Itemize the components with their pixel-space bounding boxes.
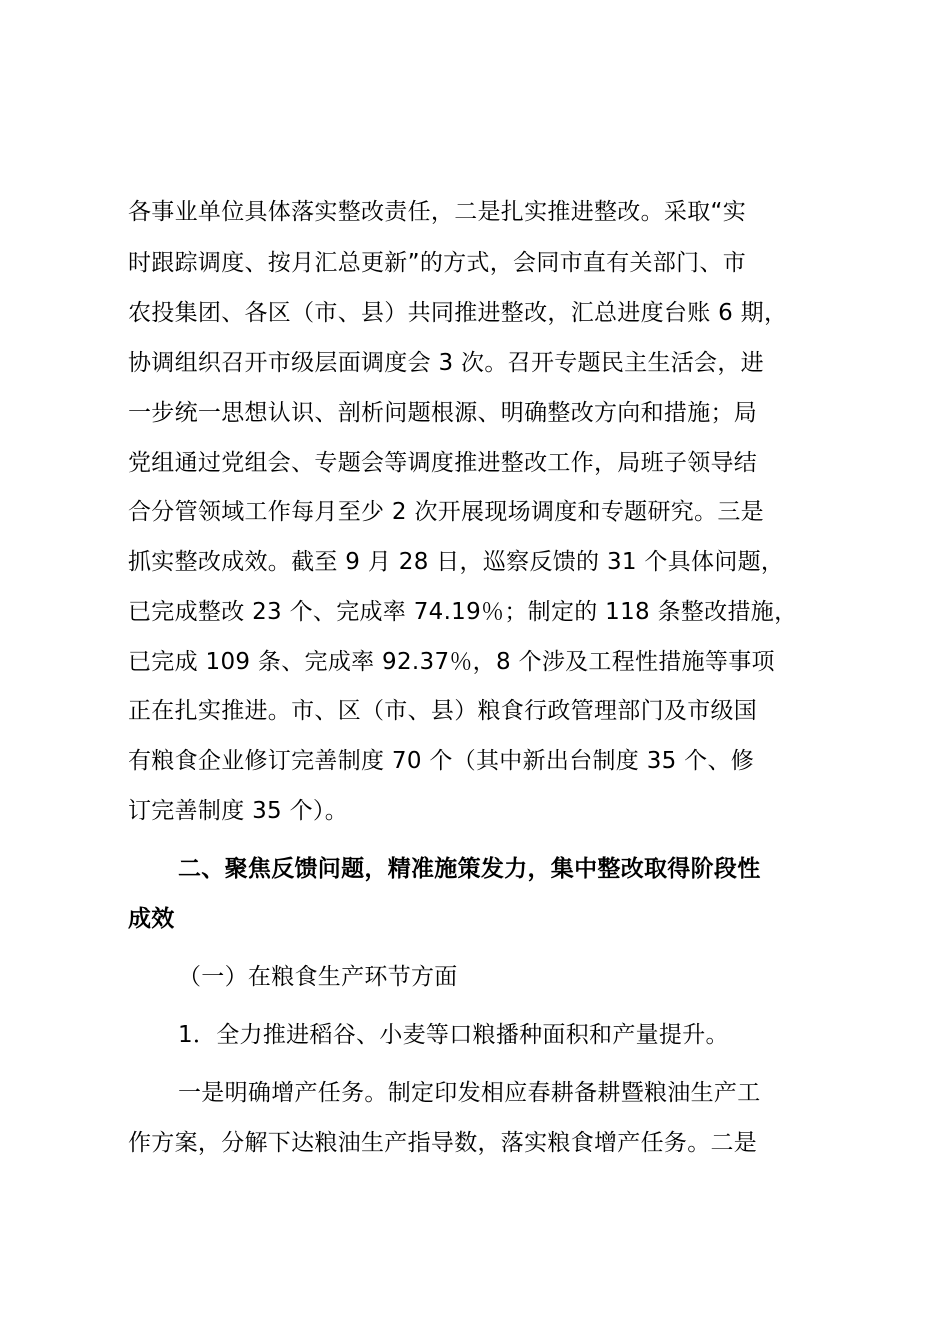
- body-line: 农投集团、各区（市、县）共同推进整改，汇总进度台账 6 期，: [128, 300, 788, 326]
- body-line: 党组通过党组会、专题会等调度推进整改工作，局班子领导结: [128, 450, 758, 476]
- body-line: 一是明确增产任务。制定印发相应春耕备耕暨粮油生产工: [178, 1080, 761, 1106]
- body-line: 合分管领域工作每月至少 2 次开展现场调度和专题研究。三是: [128, 499, 764, 525]
- item-title: 1．全力推进稻谷、小麦等口粮播种面积和产量提升。: [178, 1022, 729, 1048]
- body-line: 一步统一思想认识、剖析问题根源、明确整改方向和措施；局: [128, 400, 758, 426]
- section-heading-cont: 成效: [128, 906, 175, 932]
- body-line: 各事业单位具体落实整改责任，二是扎实推进整改。采取“实: [128, 199, 747, 225]
- body-line: 订完善制度 35 个）。: [128, 798, 348, 824]
- body-line: 已完成 109 条、完成率 92.37％，8 个涉及工程性措施等事项: [128, 649, 775, 675]
- body-line: 时跟踪调度、按月汇总更新”的方式，会同市直有关部门、市: [128, 250, 747, 276]
- body-line: 抓实整改成效。截至 9 月 28 日，巡察反馈的 31 个具体问题，: [128, 549, 785, 575]
- section-heading: 二、聚焦反馈问题，精准施策发力，集中整改取得阶段性: [178, 856, 761, 882]
- body-line: 已完成整改 23 个、完成率 74.19％；制定的 118 条整改措施，: [128, 599, 798, 625]
- body-line: 正在扎实推进。市、区（市、县）粮食行政管理部门及市级国: [128, 698, 758, 724]
- body-line: 协调组织召开市级层面调度会 3 次。召开专题民主生活会，进: [128, 350, 764, 376]
- body-line: 作方案，分解下达粮油生产指导数，落实粮食增产任务。二是: [128, 1130, 758, 1156]
- subheading: （一）在粮食生产环节方面: [178, 964, 458, 990]
- body-line: 有粮食企业修订完善制度 70 个（其中新出台制度 35 个、修: [128, 748, 755, 774]
